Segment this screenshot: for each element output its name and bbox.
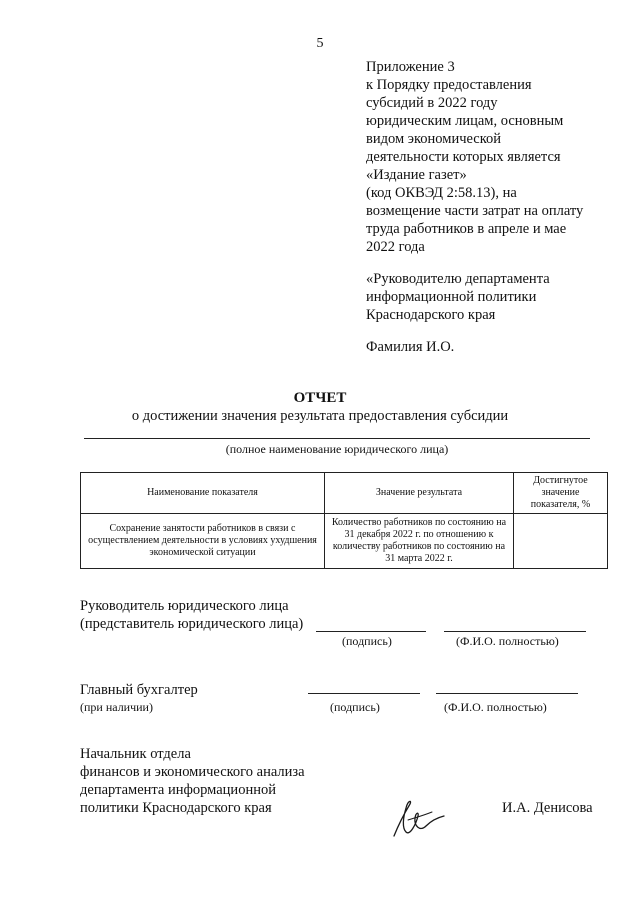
- head-signature-line: [316, 631, 426, 632]
- table-header-row: [81, 473, 608, 514]
- table-header-cell: Значение результата: [324, 473, 513, 514]
- chief-title-line: Начальник отдела: [80, 746, 191, 762]
- appendix-line: труда работников в апреле и мае: [366, 221, 567, 237]
- accountant-title: Главный бухгалтер: [80, 682, 198, 698]
- appendix-line: «Издание газет»: [366, 167, 467, 183]
- table-header-cell: Наименование показателя: [81, 473, 325, 514]
- head-signature-caption: (подпись): [342, 634, 392, 648]
- addressee-line: информационной политики: [366, 289, 537, 305]
- appendix-line: деятельности которых является: [366, 149, 561, 165]
- chief-title-line: политики Краснодарского края: [80, 800, 272, 816]
- addressee-line: Краснодарского края: [366, 307, 496, 323]
- indicator-table: [80, 472, 608, 569]
- table-cell: Сохранение занятости работников в связи с осуществлением деятельности в условиях ухудшения экономической ситуации: [81, 514, 325, 569]
- accountant-signature-line: [308, 693, 420, 694]
- addressee-line: «Руководителю департамента: [366, 271, 550, 287]
- table-cell: [513, 514, 607, 569]
- appendix-line: видом экономической: [366, 131, 502, 147]
- head-title-line1: Руководитель юридического лица: [80, 598, 289, 614]
- report-subtitle: о достижении значения результата предоставления субсидии: [131, 408, 509, 424]
- page-number: 5: [316, 36, 324, 51]
- report-title: ОТЧЕТ: [293, 390, 347, 406]
- accountant-fio-line: [436, 693, 578, 694]
- head-title-line2: (представитель юридического лица): [80, 616, 304, 632]
- table-cell: Количество работников по состоянию на 31 декабря 2022 г. по отношению к количеству работников по состоянию на 31 марта 2022 г.: [324, 514, 513, 569]
- table-row: [81, 514, 608, 569]
- appendix-line: субсидий в 2022 году: [366, 95, 498, 111]
- appendix-line: юридическим лицам, основным: [366, 113, 564, 129]
- appendix-line: к Порядку предоставления: [366, 77, 532, 93]
- org-name-caption: (полное наименование юридического лица): [225, 442, 449, 456]
- accountant-signature-caption: (подпись): [330, 700, 380, 714]
- accountant-fio-caption: (Ф.И.О. полностью): [444, 700, 547, 714]
- appendix-line: Приложение 3: [366, 59, 455, 75]
- appendix-line: возмещение части затрат на оплату: [366, 203, 584, 219]
- org-name-line: [84, 438, 590, 439]
- head-fio-caption: (Ф.И.О. полностью): [456, 634, 559, 648]
- head-fio-line: [444, 631, 586, 632]
- appendix-line: (код ОКВЭД 2:58.13), на: [366, 185, 517, 201]
- addressee-name: Фамилия И.О.: [366, 339, 455, 355]
- chief-title-line: департамента информационной: [80, 782, 276, 798]
- table-header-cell: Достигнутое значение показателя, %: [513, 473, 607, 514]
- handwritten-signature: [388, 796, 448, 840]
- chief-name: И.А. Денисова: [502, 800, 593, 816]
- chief-title-line: финансов и экономического анализа: [80, 764, 305, 780]
- appendix-block: [366, 58, 616, 356]
- accountant-note: (при наличии): [80, 700, 153, 714]
- appendix-line: 2022 года: [366, 239, 425, 255]
